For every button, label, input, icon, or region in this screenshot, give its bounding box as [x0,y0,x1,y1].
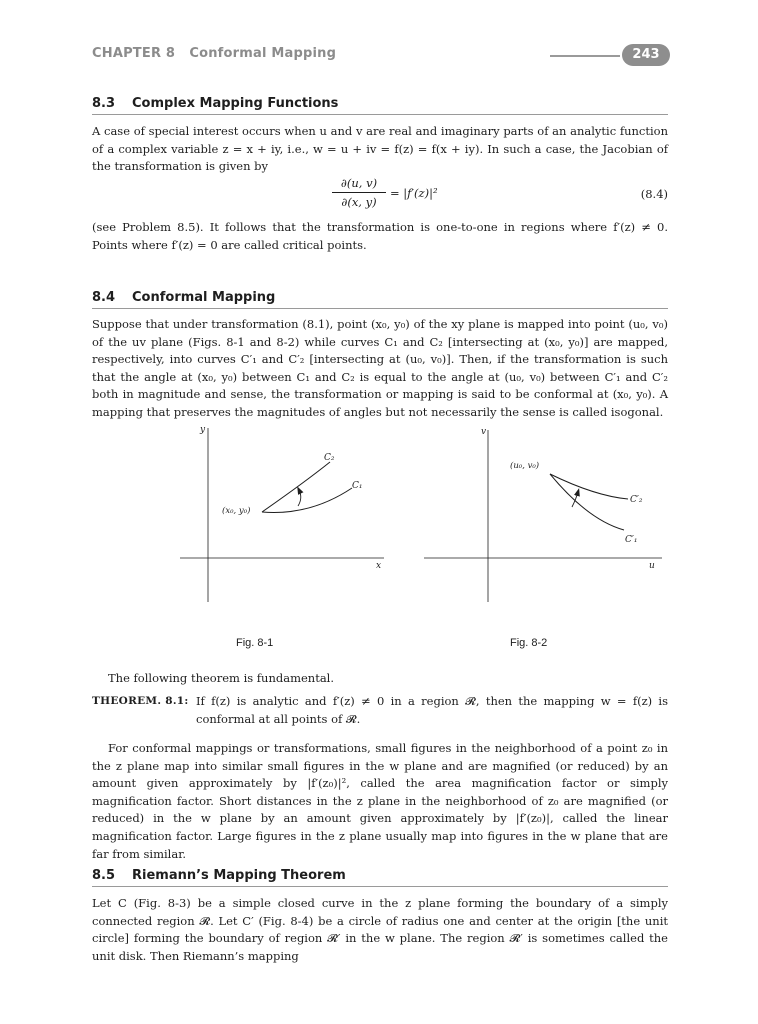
figures-8-1-8-2 [170,422,670,652]
section-8-3-paragraph-1: A case of special interest occurs when u and v are real and imaginary parts of an analytic function of a complex variable z = x + iy, i.e., w = u + iv = f(z) = f(x + iy). In such a case, the Jacobian of the transformation is given by [92,124,668,174]
section-number: 8.5 [92,868,116,883]
v-axis-label: v [481,427,487,437]
figure-8-2 [424,427,662,602]
section-number: 8.3 [92,96,116,111]
c1-label: C₁ [352,481,363,491]
section-number: 8.4 [92,290,116,305]
page-number: 243 [622,44,670,66]
c2-label: C₂ [324,453,335,463]
y-axis-label: y [200,425,206,435]
fraction-numerator: ∂(u, v) [332,176,386,193]
equation-8-4 [92,176,668,216]
section-8-5-paragraph-1: Let C (Fig. 8-3) be a simple closed curve in the z plane forming the boundary of a simply connected region 𝓡. Let C′ (Fig. 8-4) be a circle of radius one and center at the origin [the unit circle] forming the boundary of region 𝓡′ in the w plane. The region 𝓡′ is sometimes called the unit disk. Then Riemann’s mapping [92,896,668,963]
figure-8-1 [180,425,384,602]
u-axis-label: u [649,561,655,571]
theorem-label: THEOREM. 8.1: [92,695,189,707]
theorem-intro: The following theorem is fundamental. [108,671,335,685]
section-8-4-heading [92,290,668,309]
point-label-prime: (u₀, v₀) [510,461,540,471]
curve-c1-prime [550,474,624,530]
fraction-denominator: ∂(x, y) [341,195,377,209]
figure-8-1-caption: Fig. 8-1 [236,637,274,649]
running-head [92,44,670,68]
section-title: Riemann’s Mapping Theorem [132,868,346,883]
theorem-8-1 [92,693,668,728]
x-axis-label: x [376,561,382,571]
figure-8-2-caption: Fig. 8-2 [510,637,548,649]
angle-arrow [298,490,301,506]
section-8-4-paragraph-1: Suppose that under transformation (8.1), point (x₀, y₀) of the xy plane is mapped into point (u₀, v₀) of the uv plane (Figs. 8-1 and 8-2) while curves C₁ and C₂ [intersecting at (x₀, y₀)] are mapped, respectively, into curves C′₁ and C′₂ [intersecting at (u₀, v₀)]. Then, if the transformation is such that the angle at (x₀, y₀) between C₁ and C₂ is equal to the angle at (u₀, v₀) between C′₁ and C′₂ both in magnitude and sense, the transformation or mapping is said to be conformal at (x₀, y₀). A mapping that preserves the magnitudes of angles but not necessarily the sense is called isogonal. [92,317,668,419]
equation-label: (8.4) [640,187,668,201]
curve-c2-prime [550,474,628,499]
header-rule [550,55,620,57]
figure-svg [170,422,670,652]
jacobian-fraction [332,176,386,209]
c1-prime-label: C′₁ [625,535,638,545]
chapter-title: Conformal Mapping [189,46,337,61]
chapter-number: CHAPTER 8 [92,46,176,61]
curve-c1 [262,488,352,513]
point-label: (x₀, y₀) [222,506,251,516]
section-title: Conformal Mapping [132,290,276,305]
c2-prime-label: C′₂ [630,495,643,505]
section-8-3-paragraph-2: (see Problem 8.5). It follows that the transformation is one-to-one in regions where f′(z) ≠ 0. Points where f′(z) = 0 are called critical points. [92,220,668,252]
section-8-3-heading [92,96,668,115]
section-8-5-heading [92,868,668,887]
theorem-body: If f(z) is analytic and f′(z) ≠ 0 in a region 𝓡, then the mapping w = f(z) is conformal at all points of 𝓡. [196,694,668,726]
chapter-heading [92,46,336,61]
equation-rhs: = |f′(z)|² [390,186,438,200]
section-title: Complex Mapping Functions [132,96,339,111]
angle-arrow-prime [572,492,578,507]
section-8-4-paragraph-3: For conformal mappings or transformations, small figures in the neighborhood of a point z₀ in the z plane map into similar small figures in the w plane and are magnified (or reduced) by an amount given approximately by |f′(z₀)|², called the area magnification factor or simply magnification factor. Short distances in the z plane in the neighborhood of z₀ are magnified (or reduced) in the w plane by an amount given approximately by |f′(z₀)|, called the linear magnification factor. Large figures in the z plane usually map into figures in the w plane that are far from similar. [92,741,668,861]
